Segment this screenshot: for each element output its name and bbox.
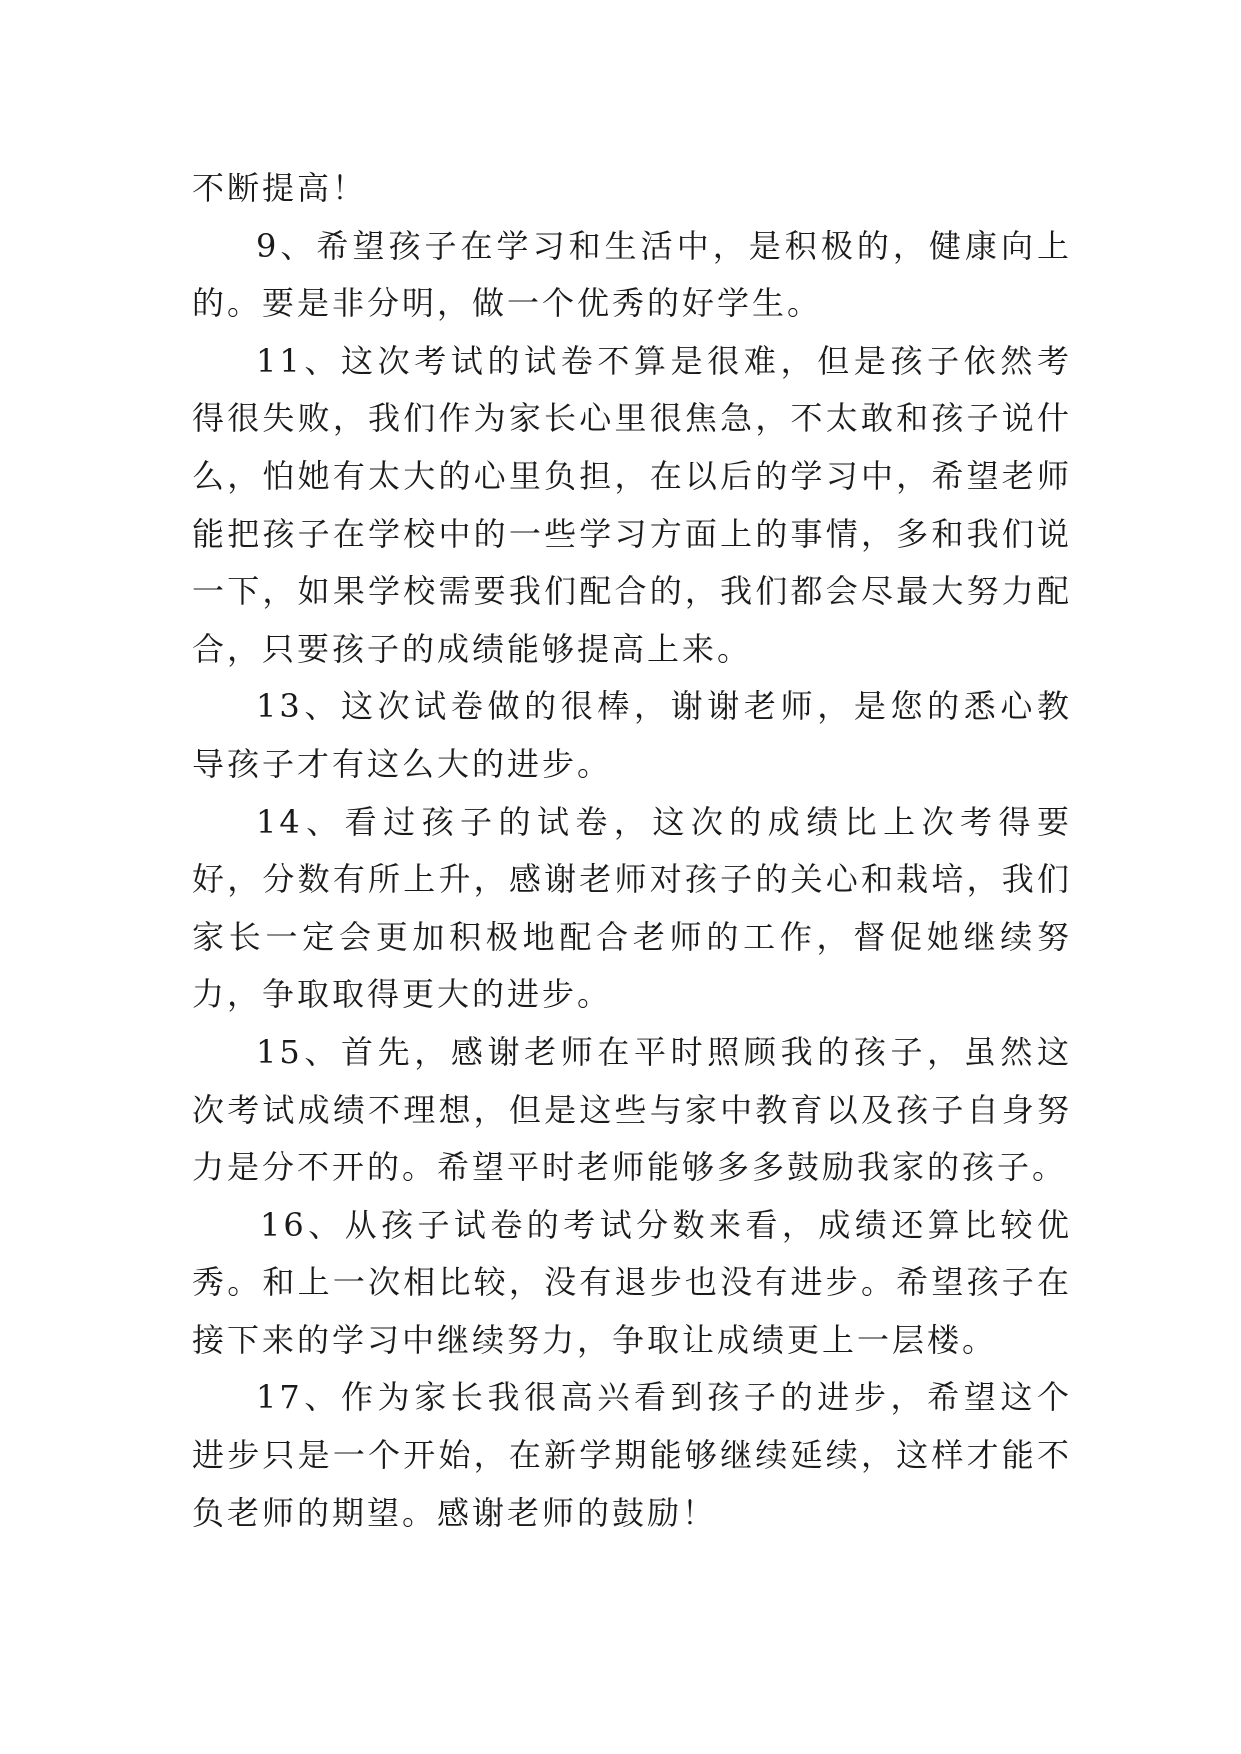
paragraph-item-11: 11、这次考试的试卷不算是很难，但是孩子依然考得很失败，我们作为家长心里很焦急，不太敢和孩子说什么，怕她有太大的心里负担，在以后的学习中，希望老师能把孩子在学校中的一些学习方面上的事情，多和我们说一下，如果学校需要我们配合的，我们都会尽最大努力配合，只要孩子的成绩能够提高上来。 xyxy=(192,341,1072,668)
document-body xyxy=(192,160,1072,1542)
paragraph-item-9: 9、希望孩子在学习和生活中，是积极的，健康向上的。要是非分明，做一个优秀的好学生。 xyxy=(192,226,1072,323)
paragraph-item-13: 13、这次试卷做的很棒，谢谢老师，是您的悉心教导孩子才有这么大的进步。 xyxy=(192,687,1072,783)
paragraph-item-15: 15、首先，感谢老师在平时照顾我的孩子，虽然这次考试成绩不理想，但是这些与家中教育以及孩子自身努力是分不开的。希望平时老师能够多多鼓励我家的孩子。 xyxy=(192,1032,1072,1187)
paragraph-item-16: 16、从孩子试卷的考试分数来看，成绩还算比较优秀。和上一次相比较，没有退步也没有进步。希望孩子在接下来的学习中继续努力，争取让成绩更上一层楼。 xyxy=(192,1205,1072,1359)
paragraph-item-14: 14、看过孩子的试卷，这次的成绩比上次考得要好，分数有所上升，感谢老师对孩子的关心和栽培，我们家长一定会更加积极地配合老师的工作，督促她继续努力，争取取得更大的进步。 xyxy=(192,802,1072,1014)
paragraph-item-17: 17、作为家长我很高兴看到孩子的进步，希望这个进步只是一个开始，在新学期能够继续延续，这样才能不负老师的期望。感谢老师的鼓励！ xyxy=(192,1378,1072,1532)
paragraph-continuation: 不断提高！ xyxy=(192,169,368,207)
